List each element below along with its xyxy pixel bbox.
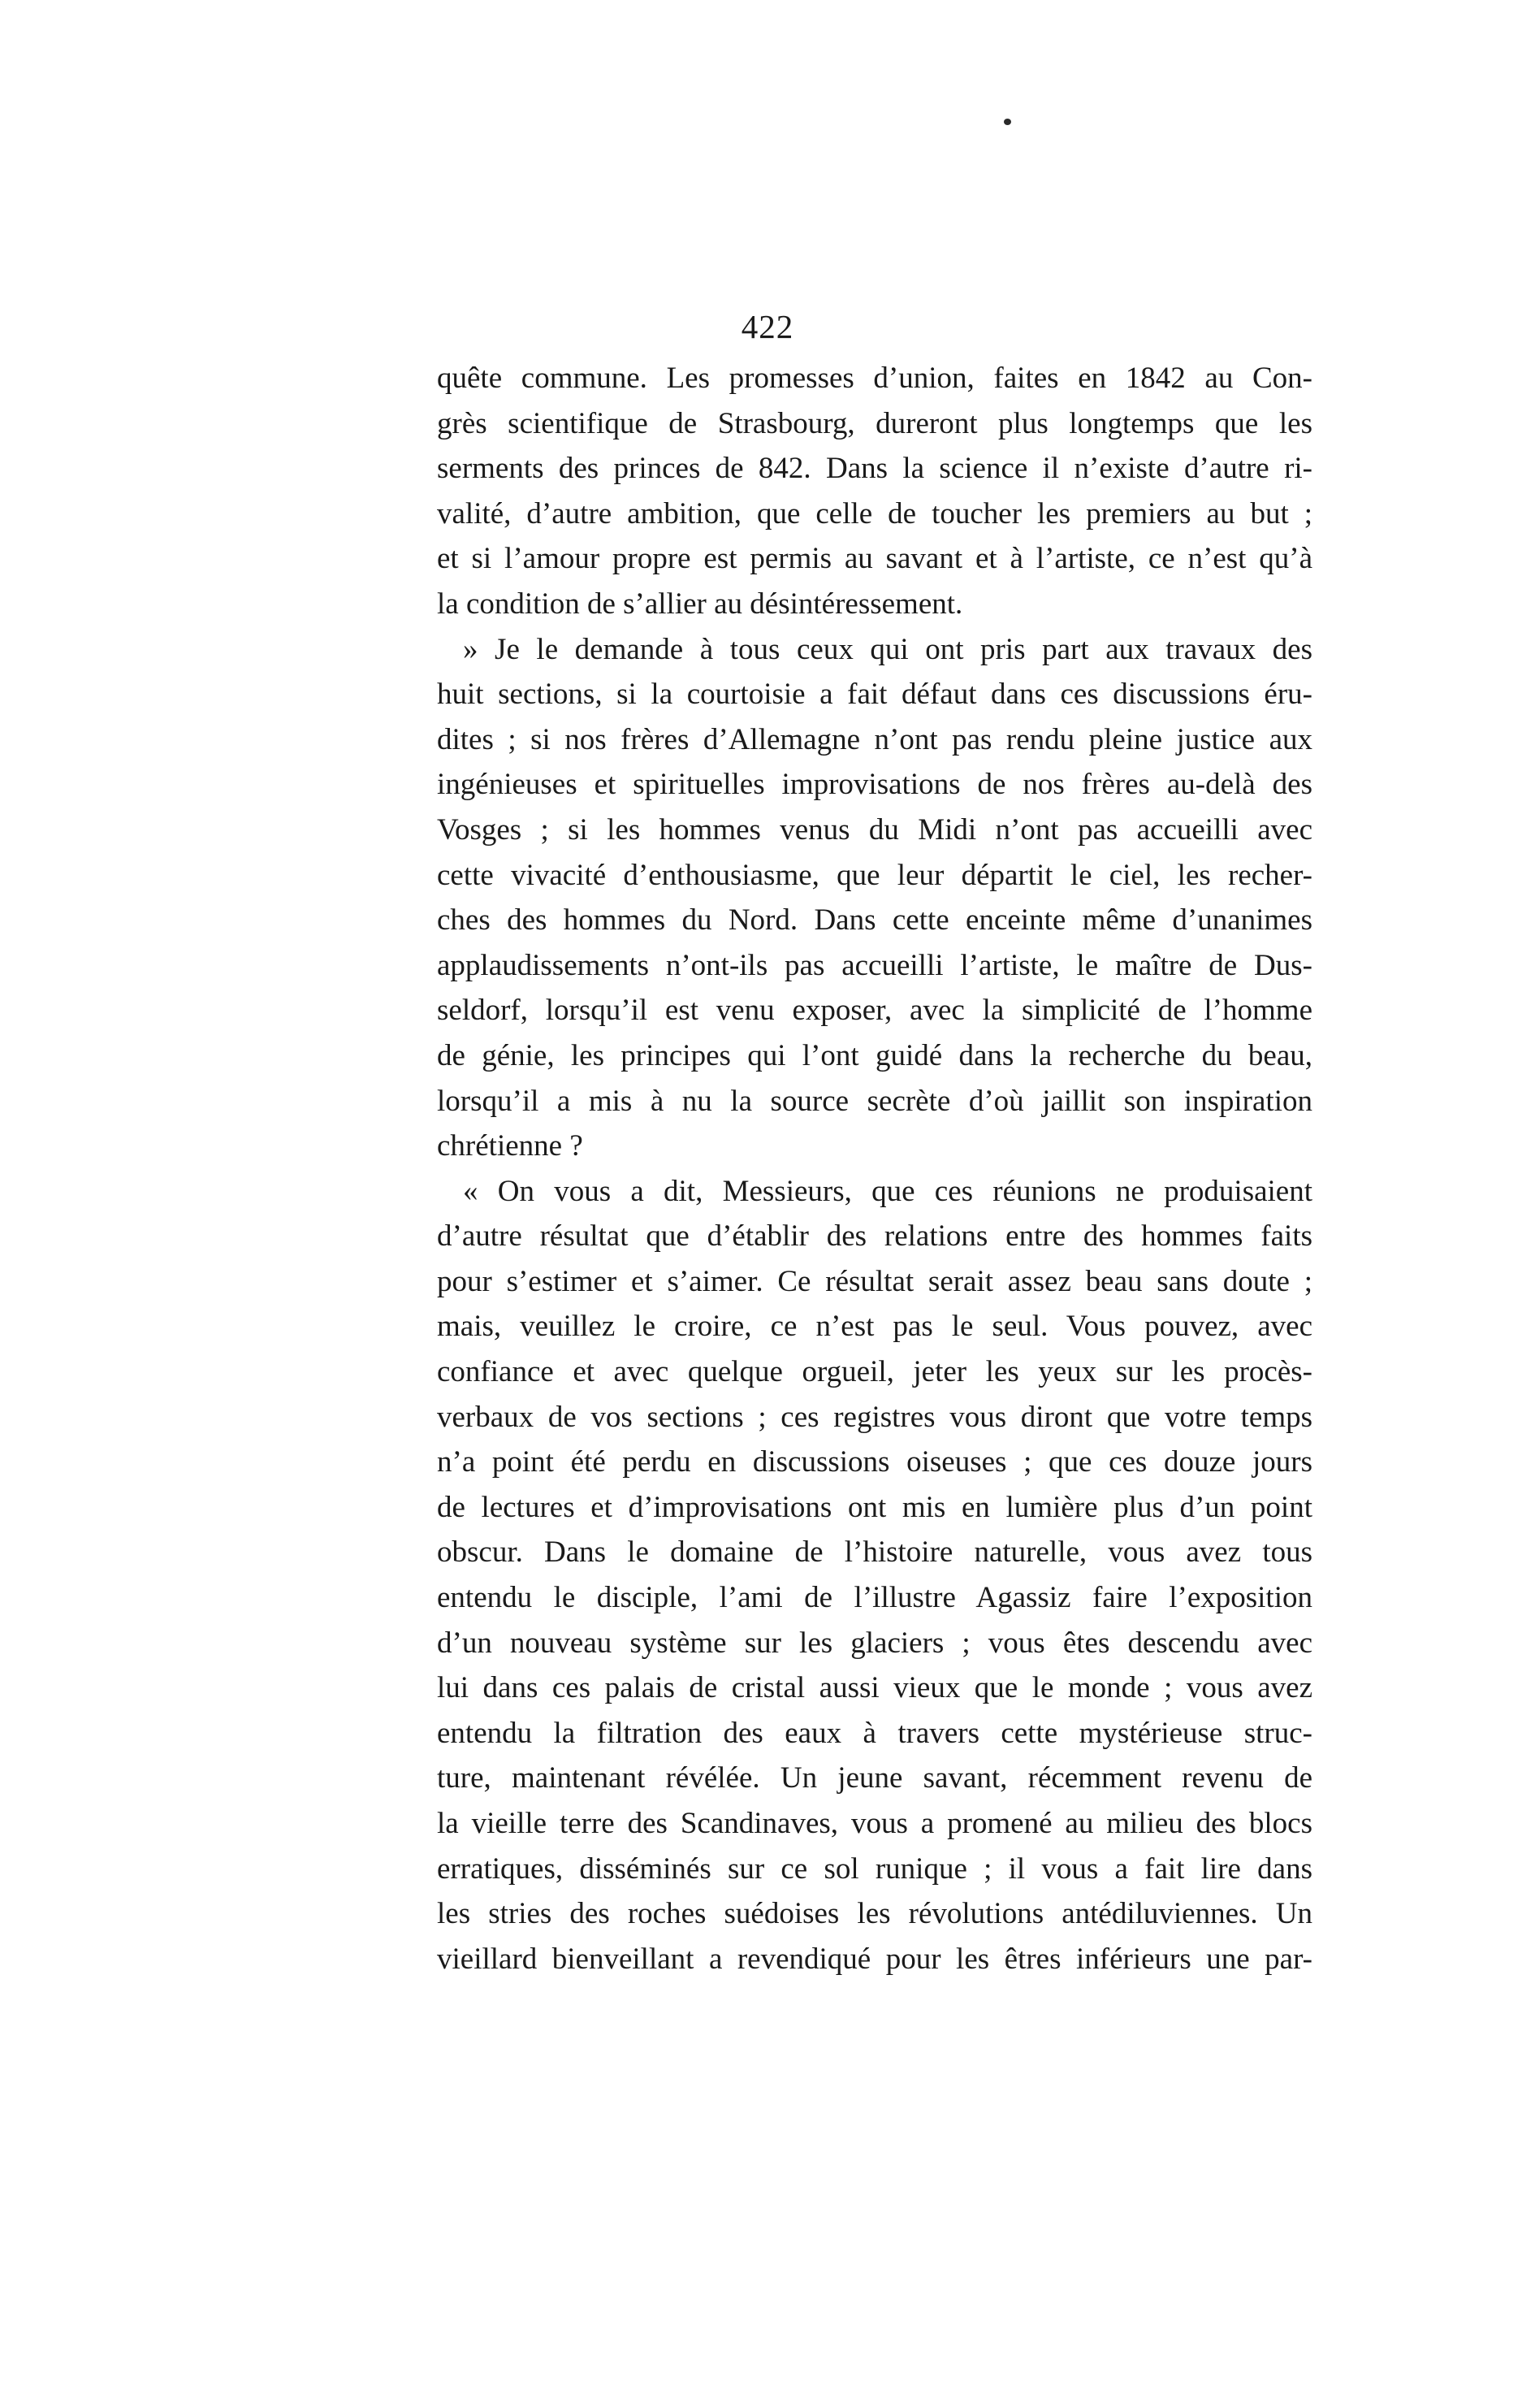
- text-line: valité, d’autre ambition, que celle de toucher les premiers au but ;: [437, 496, 1312, 531]
- text-line: pour s’estimer et s’aimer. Ce résultat serait assez beau sans doute ;: [437, 1264, 1312, 1298]
- text-line: lorsqu’il a mis à nu la source secrète d’où jaillit son inspiration: [437, 1084, 1312, 1118]
- text-line: lui dans ces palais de cristal aussi vieux que le monde ; vous avez: [437, 1671, 1312, 1705]
- text-line: dites ; si nos frères d’Allemagne n’ont pas rendu pleine justice aux: [437, 722, 1312, 756]
- text-line: de lectures et d’improvisations ont mis en lumière plus d’un point: [437, 1490, 1312, 1524]
- text-line: confiance et avec quelque orgueil, jeter les yeux sur les procès-: [437, 1355, 1312, 1389]
- text-line: seldorf, lorsqu’il est venu exposer, avec la simplicité de l’homme: [437, 994, 1312, 1028]
- text-line: chrétienne ?: [437, 1129, 583, 1163]
- text-line: d’un nouveau système sur les glaciers ; vous êtes descendu avec: [437, 1626, 1312, 1660]
- text-line: ingénieuses et spirituelles improvisations de nos frères au-delà des: [437, 768, 1312, 802]
- text-line: applaudissements n’ont-ils pas accueilli l’artiste, le maître de Dus-: [437, 948, 1312, 982]
- text-line: n’a point été perdu en discussions oiseuses ; que ces douze jours: [437, 1445, 1312, 1479]
- body-text: [437, 356, 1312, 1981]
- text-line: ches des hommes du Nord. Dans cette enceinte même d’unanimes: [437, 903, 1312, 938]
- text-line: vieillard bienveillant a revendiqué pour les êtres inférieurs une par-: [437, 1942, 1312, 1976]
- ink-speck: [1004, 119, 1011, 125]
- text-line: et si l’amour propre est permis au savant et à l’artiste, ce n’est qu’à: [437, 542, 1312, 576]
- text-line: grès scientifique de Strasbourg, dureront plus longtemps que les: [437, 406, 1312, 440]
- page-number: 422: [741, 308, 794, 345]
- text-line: entendu le disciple, l’ami de l’illustre Agassiz faire l’exposition: [437, 1581, 1312, 1615]
- text-line: obscur. Dans le domaine de l’histoire naturelle, vous avez tous: [437, 1535, 1312, 1570]
- text-line: verbaux de vos sections ; ces registres vous diront que votre temps: [437, 1400, 1312, 1434]
- text-line: Vosges ; si les hommes venus du Midi n’ont pas accueilli avec: [437, 812, 1312, 847]
- paragraph-start-line: » Je le demande à tous ceux qui ont pris part aux travaux des: [463, 632, 1312, 666]
- text-line: d’autre résultat que d’établir des relations entre des hommes faits: [437, 1219, 1312, 1254]
- text-line: quête commune. Les promesses d’union, faites en 1842 au Con-: [437, 362, 1312, 395]
- text-line: les stries des roches suédoises les révolutions antédiluviennes. Un: [437, 1897, 1312, 1931]
- text-line: mais, veuillez le croire, ce n’est pas le seul. Vous pouvez, avec: [437, 1310, 1312, 1344]
- text-line: de génie, les principes qui l’ont guidé dans la recherche du beau,: [437, 1038, 1312, 1072]
- text-line: entendu la filtration des eaux à travers cette mystérieuse struc-: [437, 1716, 1312, 1750]
- text-line: la vieille terre des Scandinaves, vous a promené au milieu des blocs: [437, 1807, 1312, 1840]
- text-line: erratiques, disséminés sur ce sol runique ; il vous a fait lire dans: [437, 1851, 1312, 1886]
- text-line: cette vivacité d’enthousiasme, que leur départit le ciel, les recher-: [437, 858, 1312, 892]
- paragraph-start-line: « On vous a dit, Messieurs, que ces réunions ne produisaient: [463, 1174, 1312, 1208]
- text-line: huit sections, si la courtoisie a fait défaut dans ces discussions éru-: [437, 678, 1312, 712]
- text-line: ture, maintenant révélée. Un jeune savant, récemment revenu de: [437, 1761, 1312, 1795]
- text-line: la condition de s’allier au désintéressement.: [437, 587, 963, 621]
- text-line: serments des princes de 842. Dans la science il n’existe d’autre ri-: [437, 452, 1312, 486]
